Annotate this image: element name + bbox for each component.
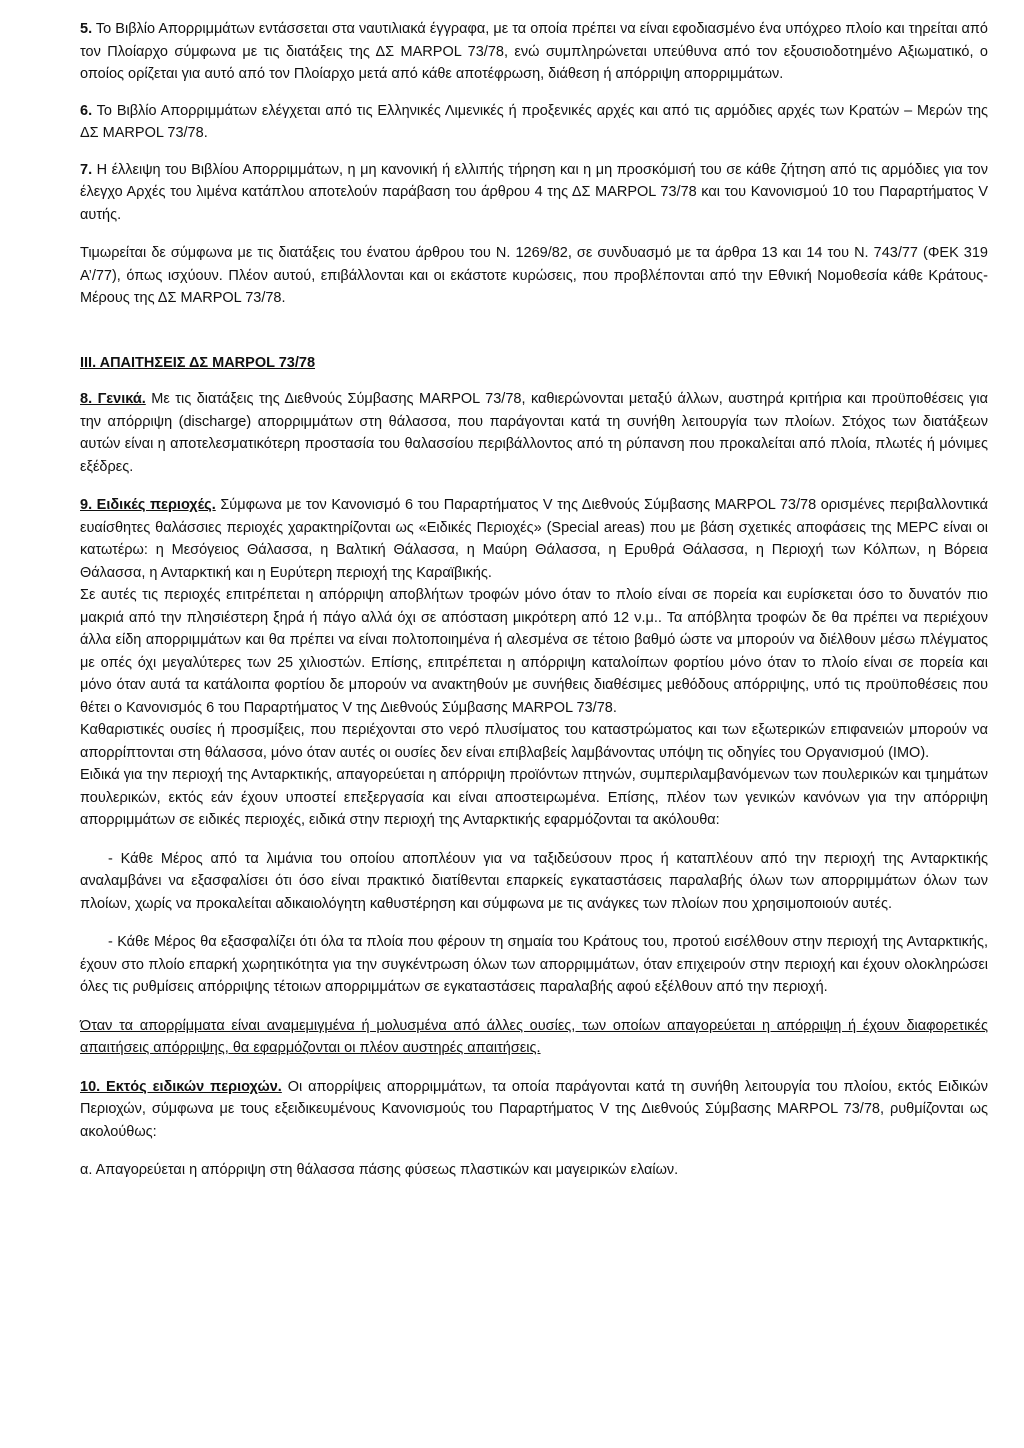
paragraph-heading: 9. Ειδικές περιοχές. — [80, 497, 216, 513]
paragraph-number: 6. — [80, 102, 93, 119]
paragraph-text: Με τις διατάξεις της Διεθνούς Σύμβασης MARPOL 73/78, καθιερώνονται μεταξύ άλλων, αυστηρά κριτήρια και προϋποθέσεις για την απόρριψη (discharge) απορριμμάτων στη θάλασσα, που παράγονται κατά τη συνήθη λειτουργία των πλοίων. Στόχος των διατάξεων αυτών είναι η αποτελεσματικότερη προστασία του θαλασσίου περιβάλλοντος από τη ρύπανση που προκαλείται από πλοία, πλωτές ή μόνιμες εξέδρες. — [80, 391, 989, 475]
paragraph-7 — [80, 159, 988, 227]
paragraph-5 — [80, 18, 988, 86]
paragraph-9 — [80, 494, 988, 832]
section-heading: ΙΙΙ. ΑΠΑΙΤΗΣΕΙΣ ΔΣ MARPOL 73/78 — [80, 354, 316, 371]
paragraph-heading: 8. Γενικά. — [80, 391, 146, 407]
paragraph-number: 7. — [80, 161, 93, 178]
list-item-a: α. Απαγορεύεται η απόρριψη στη θάλασσα πάσης φύσεως πλαστικών και μαγειρικών ελαίων. — [80, 1162, 679, 1178]
paragraph-number: 5. — [80, 21, 93, 37]
bullet-item: - Κάθε Μέρος από τα λιμάνια του οποίου αποπλέουν για να ταξιδεύσουν προς ή καταπλέουν από την περιοχή της Ανταρκτικής αναλαμβάνει να εξασφαλίσει ότι όσο είναι πρακτικό διατίθενται επαρκείς εγκαταστάσεις παραλαβής όλων των απορριμμάτων όλων των πλοίων, χωρίς να προκαλείται αδικαιολόγητη καθυστέρηση και σύμφωνα με τις ανάγκες των πλοίων που χρησιμοποιούν αυτές. — [80, 850, 988, 912]
paragraph-10 — [80, 1076, 988, 1144]
paragraph-text: Οι απορρίψεις απορριμμάτων, τα οποία παράγονται κατά τη συνήθη λειτουργία του πλοίου, εκτός Ειδικών Περιοχών, σύμφωνα με τους εξειδικευμένους Κανονισμούς του Παραρτήματος V της Διεθνούς Σύμβασης MARPOL 73/78, ρυθμίζονται ως ακολούθως: — [80, 1078, 988, 1140]
penalty-paragraph: Τιμωρείται δε σύμφωνα με τις διατάξεις του ένατου άρθρου του Ν. 1269/82, σε συνδυασμό με τα άρθρα 13 και 14 του Ν. 743/77 (ΦΕΚ 319 Α’/77), όπως ισχύουν. Πλέον αυτού, επιβάλλονται και οι εκάστοτε κυρώσεις, που προβλέπονται από την Εθνική Νομοθεσία κάθε Κράτους-Μέρους της ΔΣ MARPOL 73/78. — [80, 245, 988, 306]
paragraph-8 — [80, 388, 988, 478]
paragraph-text: Το Βιβλίο Απορριμμάτων εντάσσεται στα ναυτιλιακά έγγραφα, με τα οποία πρέπει να είναι εφοδιασμένο ένα υπόχρεο πλοίο και τηρείται από τον Πλοίαρχο σύμφωνα με τις διατάξεις της ΔΣ MARPOL 73/78, ενώ συμπληρώνεται υπεύθυνα από τον εξουσιοδοτημένο Αξιωματικό, ο οποίος ορίζεται για αυτό από τον Πλοίαρχο μετά από κάθε αποτέφρωση, διάθεση ή απόρριψη απορριμμάτων. — [80, 21, 988, 82]
paragraph-6 — [80, 100, 988, 145]
bullet-item: - Κάθε Μέρος θα εξασφαλίζει ότι όλα τα πλοία που φέρουν τη σημαία του Κράτους του, προτού εισέλθουν στην περιοχή της Ανταρκτικής, έχουν στο πλοίο επαρκή χωρητικότητα για την συγκέντρωση όλων των απορριμμάτων, όταν επιχειρούν στην περιοχή και έχουν ολοκληρώσει όλες τις ρυθμίσεις απόρριψης τέτοιων απορριμμάτων σε εγκαταστάσεις παραλαβής αφού εξέλθουν από την περιοχή. — [80, 934, 988, 995]
note-paragraph: Όταν τα απορρίμματα είναι αναμεμιγμένα ή μολυσμένα από άλλες ουσίες, των οποίων απαγορεύεται η απόρριψη ή έχουν διαφορετικές απαιτήσεις απόρριψης, θα εφαρμόζονται οι πλέον αυστηρές απαιτήσεις. — [80, 1017, 988, 1056]
paragraph-text: Η έλλειψη του Βιβλίου Απορριμμάτων, η μη κανονική ή ελλιπής τήρηση και η μη προσκόμισή του σε κάθε ζήτηση από τις αρμόδιες για τον έλεγχο Αρχές του λιμένα κατάπλου αποτελούν παράβαση του άρθρου 4 της ΔΣ MARPOL 73/78 και του Κανονισμού 10 του Παραρτήματος V αυτής. — [80, 161, 988, 223]
paragraph-text: Σύμφωνα με τον Κανονισμό 6 του Παραρτήματος V της Διεθνούς Σύμβασης MARPOL 73/78 ορισμένες περιβαλλοντικά ευαίσθητες θαλάσσιες περιοχές χαρακτηρίζονται ως «Ειδικές Περιοχές» (Special areas) που με βάση σχετικές αποφάσεις της ΜΕΡC είναι οι κατωτέρω: η Μεσόγειος Θάλασσα, η Βαλτική Θάλασσα, η Μαύρη Θάλασσα, η Ερυθρά Θάλασσα, η Περιοχή των Κόλπων, η Βόρεια Θάλασσα, η Ανταρκτική και η Ευρύτερη περιοχή της Καραϊβικής. Σε αυτές τις περιοχές επιτρέπεται η απόρριψη αποβλήτων τροφών μόνο όταν το πλοίο είναι σε πορεία και ευρίσκεται όσο το δυνατόν πιο μακριά από την πλησιέστερη ξηρά ή πάγο αλλά όχι σε απόσταση μικρότερη από 12 ν.μ.. Τα απόβλητα τροφών δε θα πρέπει να περιέχουν άλλα είδη απορριμμάτων και θα πρέπει να είναι πολτοποιημένα ή αλεσμένα σε τέτοιο βαθμό ώστε να μπορούν να διέλθουν μέσω πλέγματος με οπές όχι μεγαλύτερες των 25 χιλιοστών. Επίσης, επιτρέπεται η απόρριψη καταλοίπων φορτίου μόνο όταν το πλοίο είναι σε πορεία και μόνο όταν αυτά τα κατάλοιπα φορτίου δε μπορούν να ανακτηθούν με συνήθεις διαθέσιμες μεθόδους απόρριψης, υπό τις προϋποθέσεις που θέτει ο Κανονισμός 6 του Παραρτήματος V της Διεθνούς Σύμβασης MARPOL 73/78. Καθαριστικές ουσίες ή προσμίξεις, που περιέχονται στο νερό πλυσίματος του καταστρώματος και των εξωτερικών επιφανειών μπορούν να απορρίπτονται στη θάλασσα, μόνο όταν αυτές οι ουσίες δεν είναι επιβλαβείς λαμβάνοντας υπόψη τις οδηγίες του Οργανισμού (ΙΜΟ). Ειδικά για την περιοχή της Ανταρκτικής, απαγορεύεται η απόρριψη προϊόντων πτηνών, συμπεριλαμβανόμενων των πουλερικών και τμημάτων πουλερικών, εκτός εάν έχουν υποστεί επεξεργασία και είναι αποστειρωμένα. Επίσης, πλέον των γενικών κανόνων για την απόρριψη απορριμμάτων σε ειδικές περιοχές, ειδικά στην περιοχή της Ανταρκτικής εφαρμόζονται τα ακόλουθα: — [80, 497, 988, 828]
paragraph-heading: 10. Εκτός ειδικών περιοχών. — [80, 1078, 282, 1095]
paragraph-text: Το Βιβλίο Απορριμμάτων ελέγχεται από τις Ελληνικές Λιμενικές ή προξενικές αρχές και από τις αρμόδιες αρχές των Κρατών – Μερών της ΔΣ MARPOL 73/78. — [80, 102, 988, 141]
